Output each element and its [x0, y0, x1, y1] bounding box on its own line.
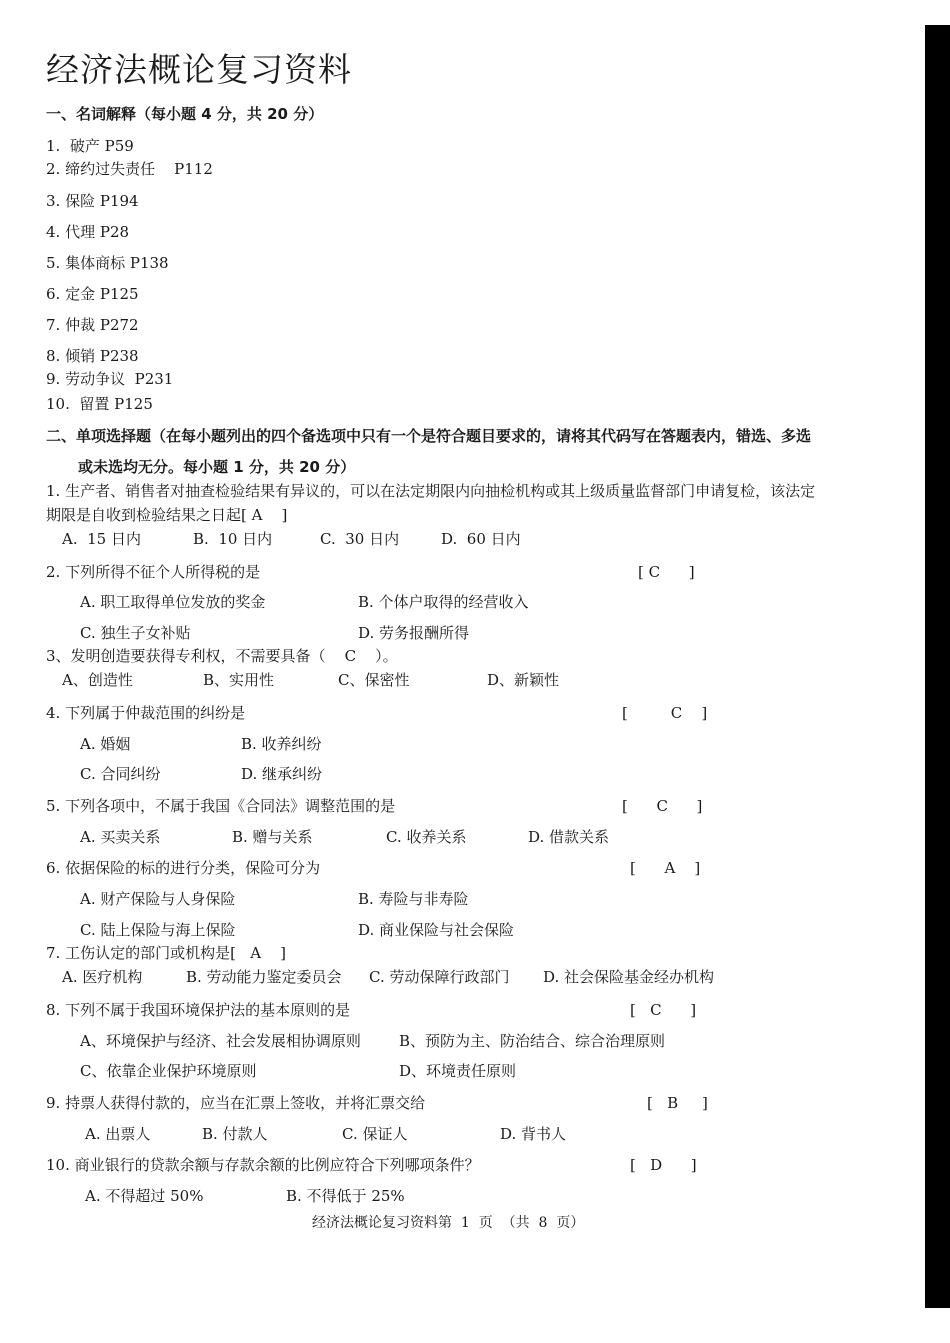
option: A. 买卖关系 [80, 828, 161, 846]
option: B. 劳动能力鉴定委员会 [186, 968, 342, 986]
option: D、新颖性 [487, 671, 560, 689]
question-stem: 8. 下列不属于我国环境保护法的基本原则的是 [46, 1001, 351, 1019]
option: C. 合同纠纷 [80, 765, 161, 783]
term-item: 8. 倾销 P238 [46, 347, 139, 365]
option: D. 社会保险基金经办机构 [543, 968, 715, 986]
term-item: 10. 留置 P125 [46, 395, 153, 413]
option: C. 30 日内 [320, 530, 400, 548]
option: B、预防为主、防治结合、综合治理原则 [399, 1032, 666, 1050]
option: D. 背书人 [500, 1125, 567, 1143]
option: D. 商业保险与社会保险 [358, 921, 515, 939]
option: A. 出票人 [85, 1125, 151, 1143]
answer-bracket: [ C ] [622, 797, 703, 815]
option: D. 借款关系 [528, 828, 610, 846]
scan-edge-bar [925, 25, 950, 1308]
option: D、环境责任原则 [399, 1062, 517, 1080]
option: B. 不得低于 25% [286, 1187, 405, 1205]
term-item: 1. 破产 P59 [46, 137, 134, 155]
question-stem: 1. 生产者、销售者对抽查检验结果有异议的，可以在法定期限内向抽检机构或其上级质量监督部门申请复检，该法定 [46, 482, 816, 500]
answer-bracket: [ A ] [630, 859, 701, 877]
option: B. 寿险与非寿险 [358, 890, 469, 908]
question-stem: 10. 商业银行的贷款余额与存款余额的比例应符合下列哪项条件？ [46, 1156, 480, 1174]
question-stem: 4. 下列属于仲裁范围的纠纷是 [46, 704, 246, 722]
option: C. 独生子女补贴 [80, 624, 191, 642]
term-item: 3. 保险 P194 [46, 192, 139, 210]
option: A、环境保护与经济、社会发展相协调原则 [80, 1032, 361, 1050]
question-stem: 6. 依据保险的标的进行分类，保险可分为 [46, 859, 321, 877]
section2-heading-cont: 或未选均无分。每小题 1 分，共 20 分） [78, 458, 356, 476]
page-footer: 经济法概论复习资料第 1 页 （共 8 页） [312, 1215, 585, 1231]
page-title: 经济法概论复习资料 [46, 50, 352, 89]
option: B、实用性 [203, 671, 275, 689]
option: A. 15 日内 [62, 530, 141, 548]
option: B. 赠与关系 [232, 828, 313, 846]
option: D. 劳务报酬所得 [358, 624, 470, 642]
answer-bracket: [ B ] [647, 1094, 708, 1112]
question-stem: 3、发明创造要获得专利权，不需要具备（ C ）。 [46, 647, 398, 665]
term-item: 5. 集体商标 P138 [46, 254, 169, 272]
option: D. 继承纠纷 [241, 765, 323, 783]
question-stem: 2. 下列所得不征个人所得税的是 [46, 563, 261, 581]
option: A、创造性 [62, 671, 133, 689]
option: A. 职工取得单位发放的奖金 [80, 593, 266, 611]
term-item: 9. 劳动争议 P231 [46, 370, 174, 388]
question-stem: 7. 工伤认定的部门或机构是[ A ] [46, 944, 286, 962]
term-item: 6. 定金 P125 [46, 285, 139, 303]
answer-bracket: [ D ] [630, 1156, 697, 1174]
option: D. 60 日内 [441, 530, 521, 548]
option: B. 付款人 [202, 1125, 268, 1143]
term-item: 4. 代理 P28 [46, 223, 130, 241]
option: B. 个体户取得的经营收入 [358, 593, 529, 611]
option: C. 保证人 [342, 1125, 408, 1143]
option: C. 劳动保障行政部门 [369, 968, 510, 986]
option: A. 财产保险与人身保险 [80, 890, 236, 908]
option: B. 收养纠纷 [241, 735, 322, 753]
question-stem-cont: 期限是自收到检验结果之日起[ A ] [46, 506, 288, 524]
question-stem: 5. 下列各项中，不属于我国《合同法》调整范围的是 [46, 797, 396, 815]
option: B. 10 日内 [193, 530, 273, 548]
term-item: 7. 仲裁 P272 [46, 316, 139, 334]
question-stem: 9. 持票人获得付款的，应当在汇票上签收，并将汇票交给 [46, 1094, 426, 1112]
option: A. 医疗机构 [62, 968, 143, 986]
section1-heading: 一、名词解释（每小题 4 分，共 20 分） [46, 105, 324, 123]
option: C、依靠企业保护环境原则 [80, 1062, 257, 1080]
answer-bracket: [ C ] [638, 563, 695, 581]
option: A. 不得超过 50% [85, 1187, 204, 1205]
option: C. 收养关系 [386, 828, 467, 846]
option: C. 陆上保险与海上保险 [80, 921, 236, 939]
answer-bracket: [ C ] [630, 1001, 697, 1019]
option: A. 婚姻 [80, 735, 131, 753]
option: C、保密性 [338, 671, 410, 689]
section2-heading: 二、单项选择题（在每小题列出的四个备选项中只有一个是符合题目要求的，请将其代码写在答题表内，错选、多选 [46, 427, 812, 445]
answer-bracket: [ C ] [622, 704, 708, 722]
term-item: 2. 缔约过失责任 P112 [46, 160, 213, 178]
